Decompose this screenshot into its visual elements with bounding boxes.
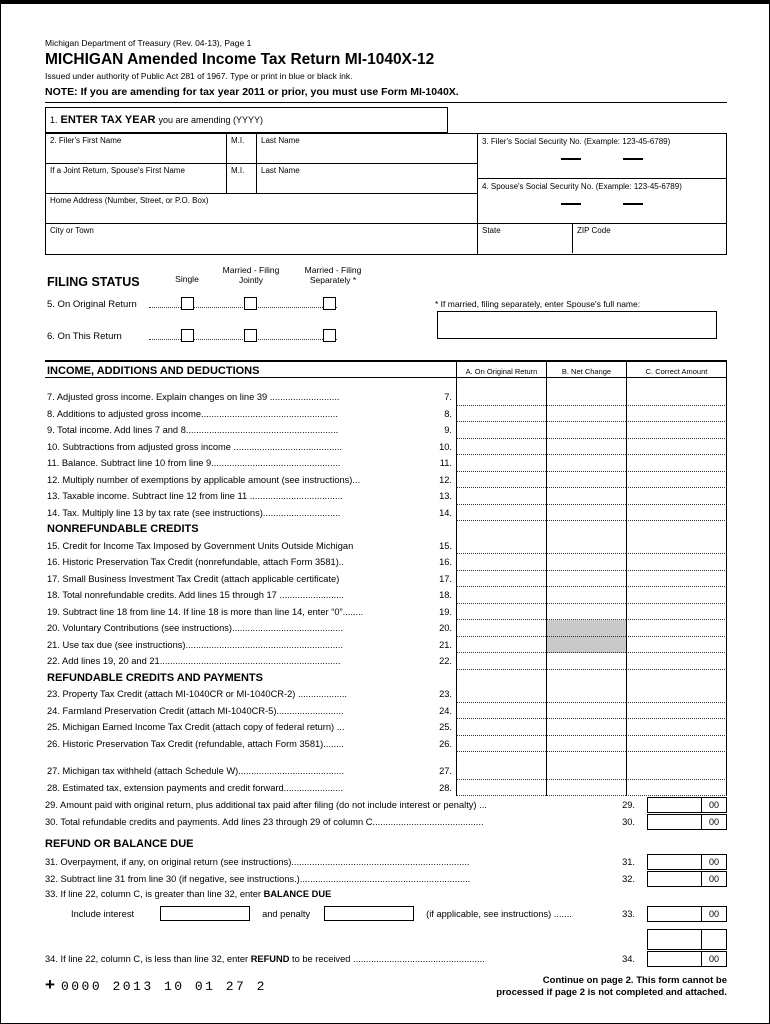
amount-cell-b[interactable] xyxy=(546,472,626,489)
line-text: 20. Voluntary Contributions (see instructions)........................................... xyxy=(47,623,344,633)
amount-cell-c[interactable] xyxy=(626,653,727,670)
amount-cell-b xyxy=(546,378,626,389)
income-table-header xyxy=(45,360,727,378)
line-number xyxy=(430,521,456,538)
amount-cell-a[interactable] xyxy=(456,736,546,753)
line-number: 7. xyxy=(444,392,452,402)
filer-ssn-label: 3. Filer's Social Security No. (Example: 123-45-6789) xyxy=(482,137,671,146)
line-text: (if applicable, see instructions) ....... xyxy=(426,908,572,919)
amount-cell-a[interactable] xyxy=(456,763,546,780)
amount-cell-c[interactable] xyxy=(626,505,727,522)
line-number xyxy=(430,752,456,763)
line-text: 15. Credit for Income Tax Imposed by Government Units Outside Michigan xyxy=(47,540,354,551)
cents-box-33: 00 xyxy=(701,906,727,922)
line-text: 14. Tax. Multiply line 13 by tax rate (see instructions).............................. xyxy=(47,507,341,518)
form-line-14 xyxy=(45,505,727,522)
line-text: 8. Additions to adjusted gross income..................................................... xyxy=(47,408,338,419)
line-text: 17. Small Business Investment Tax Credit (attach applicable certificate) xyxy=(47,573,340,584)
amount-cell-a[interactable] xyxy=(456,488,546,505)
amount-cell-b xyxy=(546,620,626,637)
cents-box-29: 00 xyxy=(701,797,727,813)
amount-cell-a[interactable] xyxy=(456,620,546,637)
form-footer xyxy=(45,975,727,1000)
line-number: 25. xyxy=(439,722,452,732)
amount-cell-a xyxy=(456,378,546,389)
line-number: 27. xyxy=(439,766,452,776)
form-note: NOTE: If you are amending for tax year 2011 or prior, you must use Form MI-1040X. xyxy=(45,86,459,98)
amount-cell-b xyxy=(546,521,626,538)
ssn-dash xyxy=(623,203,643,205)
amount-cell-a[interactable] xyxy=(456,406,546,423)
line-text: 29. Amount paid with original return, plus additional tax paid after filing (do not include interest or penalty) ... xyxy=(45,799,487,810)
amount-cell-b[interactable] xyxy=(546,554,626,571)
amount-cell-c[interactable] xyxy=(626,406,727,423)
separate-filing-note: * If married, filing separately, enter Spouse's full name: xyxy=(435,299,641,309)
form-line-33-detail xyxy=(45,904,727,923)
amount-cell-b xyxy=(546,752,626,763)
form-line-32 xyxy=(45,870,727,887)
income-table-body xyxy=(45,378,727,796)
amount-cell-c[interactable] xyxy=(626,455,727,472)
amount-cell-b[interactable] xyxy=(546,389,626,406)
amount-cell-b[interactable] xyxy=(546,763,626,780)
line-number: 22. xyxy=(439,656,452,666)
tax-year-number: 1. xyxy=(50,115,58,125)
ssn-dash xyxy=(623,158,643,160)
spouse-ssn-field[interactable] xyxy=(478,179,726,224)
amount-cell-b[interactable] xyxy=(546,439,626,456)
cents-box-34: 00 xyxy=(701,951,727,967)
line-number: 8. xyxy=(444,408,452,419)
amount-cell-a[interactable] xyxy=(456,472,546,489)
ssn-dash xyxy=(561,203,581,205)
line-text: 11. Balance. Subtract line 10 from line 9.................................................. xyxy=(47,458,341,468)
checkbox-original-jointly[interactable] xyxy=(244,297,257,310)
form-line-26 xyxy=(45,736,727,753)
amount-cell-a[interactable] xyxy=(456,719,546,736)
line-text xyxy=(45,752,430,763)
amount-cell-a[interactable] xyxy=(456,637,546,654)
amount-cell-a[interactable] xyxy=(456,587,546,604)
form-line-29 xyxy=(45,796,727,813)
line-number: 10. xyxy=(439,441,452,452)
checkbox-original-single[interactable] xyxy=(181,297,194,310)
this-return-label: 6. On This Return xyxy=(47,331,122,342)
line-text: 27. Michigan tax withheld (attach Schedule W)......................................... xyxy=(47,766,345,776)
amount-cell-b[interactable] xyxy=(546,455,626,472)
form-line-34 xyxy=(45,950,727,967)
form-line-22 xyxy=(45,653,727,670)
amount-cell-b[interactable] xyxy=(546,736,626,753)
agency-line: Michigan Department of Treasury (Rev. 04-13), Page 1 xyxy=(45,38,252,48)
amount-cell-b[interactable] xyxy=(546,587,626,604)
line-number: 33. xyxy=(622,908,635,919)
amount-cell-c[interactable] xyxy=(626,587,727,604)
amount-cell-b[interactable] xyxy=(546,719,626,736)
amount-cell-a[interactable] xyxy=(456,389,546,406)
cents-box-32: 00 xyxy=(701,871,727,887)
amount-cell-c[interactable] xyxy=(626,620,727,637)
line-number: 14. xyxy=(439,507,452,518)
line-number xyxy=(430,670,456,687)
amount-cell-b[interactable] xyxy=(546,488,626,505)
line-number: 17. xyxy=(439,573,452,584)
city-field[interactable]: City or Town xyxy=(50,226,94,235)
tax-year-field[interactable] xyxy=(45,107,448,133)
line-text: 10. Subtractions from adjusted gross income .......................................... xyxy=(47,441,343,452)
amount-cell-a[interactable] xyxy=(456,653,546,670)
amount-cell-b[interactable] xyxy=(546,505,626,522)
plus-mark: + xyxy=(45,975,55,994)
amount-cell-a xyxy=(456,521,546,538)
section-heading-row xyxy=(45,670,727,687)
checkbox-current-single[interactable] xyxy=(181,329,194,342)
line-text: 7. Adjusted gross income. Explain changes on line 39 ........................... xyxy=(47,392,340,402)
form-line-12 xyxy=(45,472,727,489)
amount-cell-b[interactable] xyxy=(546,538,626,555)
amount-cell-c[interactable] xyxy=(626,554,727,571)
line-text: 26. Historic Preservation Tax Credit (refundable, attach Form 3581)........ xyxy=(47,738,344,749)
line-number: 24. xyxy=(439,705,452,716)
section-heading-text: REFUNDABLE CREDITS AND PAYMENTS xyxy=(47,671,263,684)
amount-cell-b xyxy=(546,670,626,687)
line-text: 33. If line 22, column C, is greater than line 32, enter xyxy=(45,889,264,899)
line-text: 21. Use tax due (see instructions)............................................................. xyxy=(47,639,344,650)
column-header-c: C. Correct Amount xyxy=(626,362,727,377)
form-line-25 xyxy=(45,719,727,736)
penalty-amount-field[interactable] xyxy=(324,906,414,921)
amount-cell-c[interactable] xyxy=(626,389,727,406)
amount-cell-c[interactable] xyxy=(626,763,727,780)
amount-cell-a[interactable] xyxy=(456,455,546,472)
amount-cell-c[interactable] xyxy=(626,538,727,555)
line-number: 20. xyxy=(439,623,452,633)
include-interest-label: Include interest xyxy=(71,908,135,919)
form-title: MICHIGAN Amended Income Tax Return MI-1040X-12 xyxy=(45,51,435,68)
amount-cell-c[interactable] xyxy=(626,703,727,720)
amount-cell-c[interactable] xyxy=(626,439,727,456)
amount-cell-b[interactable] xyxy=(546,571,626,588)
line-number: 26. xyxy=(439,738,452,749)
section-heading-row xyxy=(45,521,727,538)
amount-cell-a[interactable] xyxy=(456,780,546,797)
line-number: 28. xyxy=(439,782,452,793)
amount-cell-a[interactable] xyxy=(456,571,546,588)
line-number: 13. xyxy=(439,491,452,501)
checkbox-current-jointly[interactable] xyxy=(244,329,257,342)
form-line-33-text xyxy=(45,889,727,904)
amount-cell-a xyxy=(456,670,546,687)
line-text: 9. Total income. Add lines 7 and 8........................................................... xyxy=(47,425,339,435)
filing-status-title: FILING STATUS xyxy=(47,275,140,289)
amount-box-34-upper[interactable] xyxy=(647,929,702,950)
line-text: 25. Michigan Earned Income Tax Credit (attach copy of federal return) ... xyxy=(47,722,345,732)
form-line-7 xyxy=(45,389,727,406)
form-line-8 xyxy=(45,406,727,423)
line-number: 11. xyxy=(439,458,452,468)
dotted-leader xyxy=(149,297,337,308)
amount-cell-a[interactable] xyxy=(456,604,546,621)
form-line-9 xyxy=(45,422,727,439)
amount-box-31[interactable] xyxy=(647,854,702,870)
amount-cell-c xyxy=(626,752,727,763)
form-line-31 xyxy=(45,853,727,870)
cents-box-31: 00 xyxy=(701,854,727,870)
tax-year-label-bold: ENTER TAX YEAR xyxy=(60,114,156,126)
home-address-row xyxy=(46,194,477,224)
form-line-23 xyxy=(45,686,727,703)
amount-cell-a[interactable] xyxy=(456,505,546,522)
filer-ssn-dashes xyxy=(478,158,726,160)
line-text: 13. Taxable income. Subtract line 12 from line 11 .................................... xyxy=(47,491,343,501)
amount-cell-c[interactable] xyxy=(626,422,727,439)
filer-last-name-field[interactable]: Last Name xyxy=(261,136,300,145)
table-spacer-row xyxy=(45,752,727,763)
spouse-ssn-label: 4. Spouse's Social Security No. (Example: 123-45-6789) xyxy=(482,182,682,191)
amount-cell-b[interactable] xyxy=(546,604,626,621)
spouse-mi-field[interactable]: M.I. xyxy=(227,164,257,193)
balance-due-label: BALANCE DUE xyxy=(263,889,332,899)
form-line-18 xyxy=(45,587,727,604)
form-line-17 xyxy=(45,571,727,588)
status-header-single: Single xyxy=(175,274,199,284)
form-line-10 xyxy=(45,439,727,456)
filer-mi-field[interactable]: M.I. xyxy=(227,134,257,163)
amount-cell-c[interactable] xyxy=(626,488,727,505)
amount-cell-c[interactable] xyxy=(626,780,727,797)
tax-year-label: you are amending (YYYY) xyxy=(158,115,264,125)
form-line-19 xyxy=(45,604,727,621)
form-issued-line: Issued under authority of Public Act 281 of 1967. Type or print in blue or black ink. xyxy=(45,71,353,81)
refund-label: REFUND xyxy=(250,953,290,964)
amount-cell-b[interactable] xyxy=(546,653,626,670)
amount-cell-a[interactable] xyxy=(456,422,546,439)
amount-cell-c[interactable] xyxy=(626,736,727,753)
amount-cell-b[interactable] xyxy=(546,422,626,439)
line-number xyxy=(430,378,456,389)
line-34-upper-box-row xyxy=(45,929,727,950)
filer-name-row xyxy=(46,134,477,164)
column-header-a: A. On Original Return xyxy=(456,362,546,377)
line-number: 34. xyxy=(622,953,635,964)
line-number: 31. xyxy=(622,856,635,867)
form-line-16 xyxy=(45,554,727,571)
line-number: 21. xyxy=(439,639,452,650)
line-text: 28. Estimated tax, extension payments and credit forward....................... xyxy=(47,782,344,793)
line-number: 12. xyxy=(439,474,452,485)
checkbox-current-separately[interactable] xyxy=(323,329,336,342)
amount-cell-c[interactable] xyxy=(626,686,727,703)
amount-cell-c[interactable] xyxy=(626,472,727,489)
form-line-30 xyxy=(45,813,727,830)
interest-amount-field[interactable] xyxy=(160,906,250,921)
home-address-field[interactable]: Home Address (Number, Street, or P.O. Box) xyxy=(50,196,209,205)
checkbox-original-separately[interactable] xyxy=(323,297,336,310)
form-content xyxy=(45,38,727,1000)
spouse-full-name-field[interactable] xyxy=(437,311,717,339)
line-number: 15. xyxy=(439,540,452,551)
section-heading-text: NONREFUNDABLE CREDITS xyxy=(47,523,199,535)
filer-ssn-field[interactable] xyxy=(478,134,726,179)
amount-cell-a[interactable] xyxy=(456,554,546,571)
city-row xyxy=(46,224,477,254)
line-text: 31. Overpayment, if any, on original return (see instructions)..................................................................... xyxy=(45,856,470,867)
filing-status-section xyxy=(45,263,727,355)
form-line-13 xyxy=(45,488,727,505)
form-line-28 xyxy=(45,780,727,797)
line-number: 32. xyxy=(622,873,635,884)
amount-cell-a xyxy=(456,752,546,763)
amount-cell-c[interactable] xyxy=(626,604,727,621)
line-number: 29. xyxy=(622,799,635,810)
and-penalty-label: and penalty xyxy=(262,908,311,919)
identity-right xyxy=(477,134,726,254)
amount-cell-b xyxy=(546,637,626,654)
form-line-11 xyxy=(45,455,727,472)
amount-cell-c xyxy=(626,521,727,538)
line-text: 23. Property Tax Credit (attach MI-1040CR or MI-1040CR-2) ................... xyxy=(47,689,348,699)
identity-left xyxy=(46,134,477,254)
continue-note: Continue on page 2. This form cannot be processed if page 2 is not completed and attached. xyxy=(496,975,727,999)
line-text: 19. Subtract line 18 from line 14. If line 18 is more than line 14, enter “0”........ xyxy=(47,606,364,617)
spouse-last-name-field[interactable]: Last Name xyxy=(261,166,300,175)
spouse-ssn-dashes xyxy=(478,203,726,205)
form-line-15 xyxy=(45,538,727,555)
line-number: 19. xyxy=(439,606,452,617)
amount-box-29[interactable] xyxy=(647,797,702,813)
income-table-section xyxy=(45,360,727,796)
status-header-jointly: Married - Filing Jointly xyxy=(222,265,280,286)
spouse-first-name-field[interactable]: If a Joint Return, Spouse's First Name xyxy=(46,164,227,193)
amount-cell-b[interactable] xyxy=(546,780,626,797)
line-text: 30. Total refundable credits and payments. Add lines 23 through 29 of column C........................................... xyxy=(45,816,484,827)
form-line-27 xyxy=(45,763,727,780)
line-text: 32. Subtract line 31 from line 30 (if negative, see instructions.).................................................................. xyxy=(45,873,471,884)
line-text: 12. Multiply number of exemptions by applicable amount (see instructions)... xyxy=(47,474,361,485)
status-header-separately: Married - Filing Separately * xyxy=(304,265,362,286)
form-line-24 xyxy=(45,703,727,720)
line-number: 18. xyxy=(439,590,452,600)
amount-cell-b[interactable] xyxy=(546,686,626,703)
form-line-20 xyxy=(45,620,727,637)
identity-grid xyxy=(45,133,727,255)
table-spacer-row xyxy=(45,378,727,389)
amount-box-30[interactable] xyxy=(647,814,702,830)
line-text: 18. Total nonrefundable credits. Add lines 15 through 17 ......................... xyxy=(47,590,344,600)
amount-box-33[interactable] xyxy=(647,906,702,922)
amount-cell-a[interactable] xyxy=(456,538,546,555)
ssn-dash xyxy=(561,158,581,160)
amount-cell-c[interactable] xyxy=(626,571,727,588)
amount-cell-c xyxy=(626,378,727,389)
cents-box-34-upper[interactable] xyxy=(701,929,727,950)
state-field[interactable]: State xyxy=(478,224,573,253)
filer-first-name-field[interactable]: 2. Filer's First Name xyxy=(46,134,227,163)
amount-cell-a[interactable] xyxy=(456,703,546,720)
header-divider xyxy=(45,102,727,103)
amount-cell-c[interactable] xyxy=(626,637,727,654)
line-text: 24. Farmland Preservation Credit (attach MI-1040CR-5).......................... xyxy=(47,705,344,716)
form-code: 0000 2013 10 01 27 2 xyxy=(60,979,267,994)
amount-cell-b[interactable] xyxy=(546,703,626,720)
amount-cell-c xyxy=(626,670,727,687)
form-line-21 xyxy=(45,637,727,654)
cents-box-30: 00 xyxy=(701,814,727,830)
line-number: 30. xyxy=(622,816,635,827)
amount-cell-a[interactable] xyxy=(456,439,546,456)
line-number: 9. xyxy=(444,425,452,435)
line-text: 16. Historic Preservation Tax Credit (nonrefundable, attach Form 3581).. xyxy=(47,557,344,567)
amount-cell-c[interactable] xyxy=(626,719,727,736)
amount-box-34[interactable] xyxy=(647,951,702,967)
income-section-title: INCOME, ADDITIONS AND DEDUCTIONS xyxy=(47,365,260,377)
column-header-b: B. Net Change xyxy=(546,362,626,377)
amount-cell-b[interactable] xyxy=(546,406,626,423)
zip-field[interactable]: ZIP Code xyxy=(577,226,611,235)
refund-section-heading: REFUND OR BALANCE DUE xyxy=(45,838,194,850)
line-text: 22. Add lines 19, 20 and 21...................................................................... xyxy=(47,656,341,666)
form-barcode-line xyxy=(45,975,267,995)
amount-box-32[interactable] xyxy=(647,871,702,887)
line-text: 34. If line 22, column C, is less than line 32, enter REFUND to be received ................................................... xyxy=(45,953,485,964)
dotted-leader xyxy=(149,329,337,340)
original-return-label: 5. On Original Return xyxy=(47,299,137,310)
spouse-name-row xyxy=(46,164,477,194)
state-zip-row xyxy=(478,224,726,253)
line-number: 16. xyxy=(439,557,452,567)
line-number: 23. xyxy=(439,689,452,699)
line-text xyxy=(45,378,430,389)
amount-cell-a[interactable] xyxy=(456,686,546,703)
